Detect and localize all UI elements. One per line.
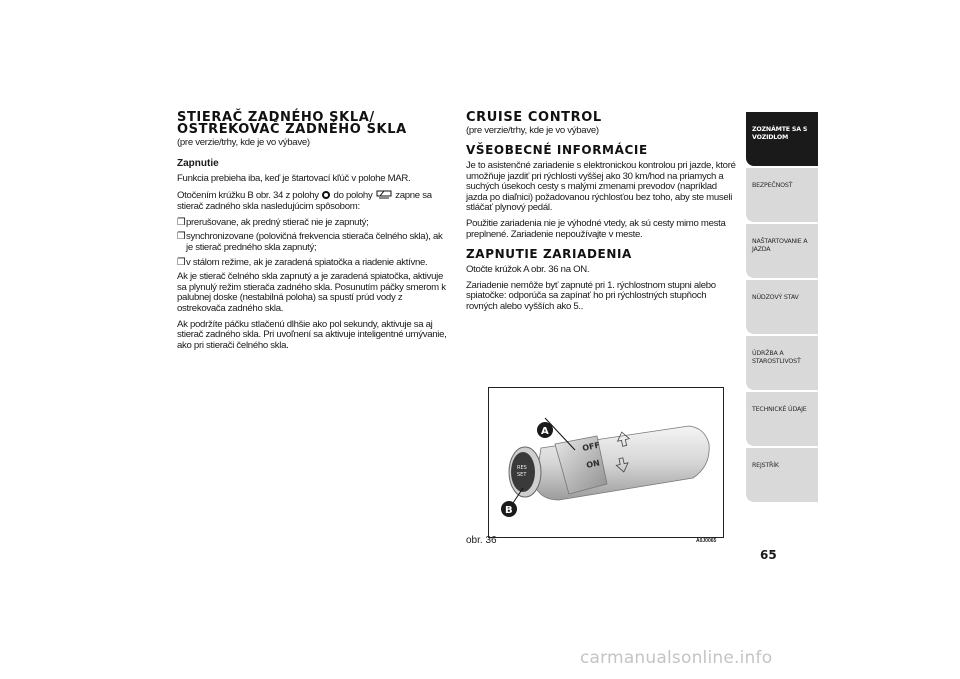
- tab-technicke-udaje[interactable]: [746, 392, 818, 446]
- text: do polohy: [333, 189, 373, 201]
- paragraph: Funkcia prebieha iba, keď je štartovací kľúč v polohe MAR.: [177, 173, 411, 184]
- left-column: [177, 112, 447, 356]
- set-label: SET: [517, 472, 527, 478]
- list-item: [177, 232, 447, 253]
- tab-label: ZOZNÁMTE SA S VOZIDLOM: [752, 126, 808, 141]
- cruise-control-stalk-illustration: [489, 388, 723, 537]
- watermark: carmanualsonline.info: [580, 648, 773, 668]
- checkbox-bullet-icon: ❒: [177, 256, 186, 268]
- paragraph: [177, 190, 447, 213]
- page-number: 65: [760, 548, 777, 562]
- right-column: [466, 112, 736, 318]
- rear-wiper-subtitle: (pre verzie/trhy, kde je vo výbave): [177, 137, 310, 148]
- paragraph: Zariadenie nemôže byť zapnuté pri 1. rýchlostnom stupni alebo spiatočke: odporúča sa zapínať ho pri rýchlostných stupňoch rovných alebo vyšších ako 5..: [466, 279, 716, 312]
- off-marking: OFF: [581, 440, 601, 453]
- tab-rejstrik[interactable]: [746, 448, 818, 502]
- res-label: RES: [517, 465, 527, 471]
- list-item: [177, 218, 447, 229]
- tab-label: TECHNICKÉ ÚDAJE: [752, 406, 807, 413]
- list-item: [177, 258, 447, 269]
- text: zapne sa stierač zadného skla nasledujúcim spôsobom:: [177, 189, 432, 213]
- rear-wiper-symbol-icon: [376, 190, 392, 203]
- checkbox-bullet-icon: ❒: [177, 231, 186, 243]
- activation-subheading: Zapnutie: [177, 158, 219, 169]
- paragraph: Ak je stierač čelného skla zapnutý a je zaradená spiatočka, aktivuje sa plynulý režim stierača zadného skla. Posunutím páčky smerom k palubnej doske (nestabilná poloha) sa spustí prúd vody z ostrekovača zadného skla.: [177, 271, 446, 314]
- cruise-control-subtitle: (pre verzie/trhy, kde je vo výbave): [466, 125, 599, 136]
- general-info-heading: VŠEOBECNÉ INFORMÁCIE: [466, 143, 648, 157]
- label-a: A: [541, 426, 549, 437]
- tab-nudzovy-stav[interactable]: [746, 280, 818, 334]
- list-item-text: synchronizovane (polovičná frekvencia stierača čelného skla), ak je stierač predného skla zapnutý;: [186, 231, 443, 253]
- tab-udrzba[interactable]: [746, 336, 818, 390]
- paragraph: Ak podržíte páčku stlačenú dlhšie ako pol sekundy, aktivuje sa aj stierač zadného skla. Pri uvoľnení sa aktivuje inteligentné umývanie, ako pri stierači čelného skla.: [177, 318, 447, 351]
- paragraph: Je to asistenčné zariadenie s elektronickou kontrolou pri jazde, ktoré umožňuje jazdiť pri rýchlosti vyššej ako 30 km/hod na priamych a suchých úsekoch cesty s malými zmenami prevodov (napríklad jazda po diaľnici) požadovanou rýchlosťou bez toho, aby ste museli stláčať plynový pedál.: [466, 160, 736, 214]
- tab-label: NÚDZOVÝ STAV: [752, 294, 799, 301]
- figure-caption: obr. 36: [466, 535, 497, 546]
- rear-wiper-heading: STIERAČ ZADNÉHO SKLA/ OSTREKOVAČ ZADNÉHO SKLA: [177, 110, 407, 137]
- switch-on-heading: ZAPNUTIE ZARIADENIA: [466, 247, 632, 262]
- list-item-text: prerušovane, ak predný stierač nie je zapnutý;: [186, 216, 369, 228]
- cruise-control-heading: CRUISE CONTROL: [466, 110, 602, 125]
- paragraph: Použitie zariadenia nie je výhodné vtedy, ak sú cesty mimo mesta preplnené. Zariadenie nepoužívajte v meste.: [466, 217, 726, 240]
- tab-label: ÚDRŽBA A STAROSTLIVOSŤ: [752, 350, 801, 365]
- tab-label: REJSTŘÍK: [752, 462, 779, 469]
- on-marking: ON: [585, 458, 601, 470]
- label-b: B: [505, 505, 513, 516]
- figure-code: A0J0065: [696, 538, 717, 544]
- tab-label: BEZPEČNOSŤ: [752, 182, 793, 189]
- checkbox-bullet-icon: ❒: [177, 216, 186, 228]
- tab-label: NAŠTARTOVANIE A JAZDA: [752, 238, 808, 253]
- tab-nastartovanie[interactable]: [746, 224, 818, 278]
- tab-bezpecnost[interactable]: [746, 168, 818, 222]
- paragraph: Otočte krúžok A obr. 36 na ON.: [466, 264, 590, 276]
- tab-zoznamte-sa[interactable]: [746, 112, 818, 166]
- list-item-text: v stálom režime, ak je zaradená spiatočka a riadenie aktívne.: [186, 256, 428, 268]
- chapter-tabs: [746, 112, 818, 504]
- text: Otočením krúžku B obr. 34 z polohy: [177, 189, 319, 201]
- stalk-figure: [488, 387, 724, 538]
